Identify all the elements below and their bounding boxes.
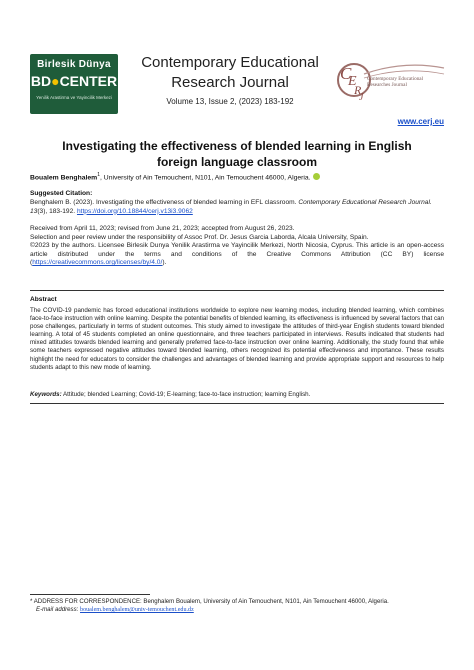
author-affil-mark: 1 bbox=[97, 172, 101, 178]
svg-text:C: C bbox=[340, 64, 352, 83]
peer-review-note: Selection and peer review under the responsibility of Assoc Prof. Dr. Jesus Garcia Laborda, Alcala University, Spain. bbox=[30, 233, 369, 241]
abstract-heading: Abstract bbox=[30, 296, 57, 303]
svg-text:J: J bbox=[359, 92, 364, 103]
copyright-note: ©2023 by the authors. Licensee Birlesik Dunya Yenilik Arastirma ve Yayincilik Merkezi, North Nicosia, Cyprus. This article is an open-access article distributed under the terms and conditions of the Creative Commons Attribution (CC BY) license (https://creativecommons.org/licenses/by/4.0/). bbox=[30, 242, 444, 267]
citation-text: Benghalem B. (2023). Investigating the effectiveness of blended learning in EFL classroom. Contemporary Educational Research Journal. 13(3), 183-192. https://doi.org/10.18844/cerj.v13i3.9062 bbox=[30, 199, 432, 215]
received-dates: Received from April 11, 2023; revised from June 21, 2023; accepted from August 26, 2023. bbox=[30, 225, 295, 232]
journal-logo bbox=[334, 54, 446, 108]
publisher-logo-line1: Birlesik Dünya bbox=[37, 59, 111, 70]
license-link[interactable]: https://creativecommons.org/licenses/by/4.0/ bbox=[32, 259, 163, 267]
orcid-icon[interactable] bbox=[313, 173, 320, 180]
correspondence-email-line: E-mail address: boualem.benghalem@univ-temouchent.edu.dz bbox=[36, 606, 194, 613]
publisher-logo bbox=[30, 54, 118, 114]
correspondence-address: * ADDRESS FOR CORRESPONDENCE: Benghalem Boualem, University of Ain Temouchent, N101, Ain Temouchent 46000, Algeria. bbox=[30, 598, 389, 605]
author-line bbox=[30, 172, 444, 181]
journal-title: Contemporary Educational Research Journal bbox=[141, 54, 319, 91]
journal-site-link[interactable]: www.cerj.eu bbox=[397, 117, 444, 126]
publisher-logo-line2: BD●CENTER bbox=[30, 73, 118, 89]
author-affiliation: , University of Ain Temouchent, N101, Ain Temouchent 46000, Algeria. bbox=[100, 174, 311, 182]
footnote bbox=[30, 598, 444, 614]
citation-heading: Suggested Citation: bbox=[30, 190, 93, 197]
keywords-list: Attitude; blended Learning; Covid-19; E-learning; face-to-face instruction; learning English. bbox=[61, 391, 311, 398]
abstract-top-rule bbox=[30, 290, 444, 291]
author-name: Boualem Benghalem bbox=[30, 174, 98, 182]
abstract-bottom-rule bbox=[30, 403, 444, 404]
volume-info: Volume 13, Issue 2, (2023) 183-192 bbox=[166, 97, 294, 106]
keywords bbox=[30, 391, 444, 399]
article-history bbox=[30, 225, 444, 268]
svg-text:E: E bbox=[348, 74, 357, 89]
abstract-body: The COVID-19 pandemic has forced educational institutions worldwide to explore new learning modes, including blended learning, which combines face-to-face instruction with online learning. Despite the potential benefits of blended learning, its effectiveness is influenced by several factors that can pose challenges, particularly in terms of student outcomes. This study aimed to investigate the attitudes of third-year English students toward blended learning. A total of 45 students completed an online questionnaire, and three teachers participated in interviews. Results indicated that students had mixed attitudes towards blended learning and generally preferred face-to-face instruction over online learning. Additionally, the study found that while some teachers expressed negative attitudes toward blended learning, others recognized its potential effectiveness and importance. These results highlight the need for educators to consider the challenges and advantages of blended learning and provide appropriate support and resources to help students adapt to this new mode of learning. bbox=[30, 307, 444, 371]
publisher-logo-line3: Yenilik Arastirma ve Yayincilik Merkezi bbox=[36, 95, 112, 100]
citation-doi-link[interactable]: https://doi.org/10.18844/cerj.v13i3.9062 bbox=[76, 207, 193, 215]
keywords-label: Keywords: bbox=[30, 391, 62, 398]
journal-logo-text: Contemporary Educational Researches Journal bbox=[367, 76, 424, 88]
svg-text:R: R bbox=[354, 83, 362, 97]
email-link[interactable]: boualem.benghalem@univ-temouchent.edu.dz bbox=[80, 607, 194, 613]
footnote-rule bbox=[30, 594, 150, 595]
paper-title: Investigating the effectiveness of blended learning in English foreign language classroom bbox=[62, 139, 412, 169]
